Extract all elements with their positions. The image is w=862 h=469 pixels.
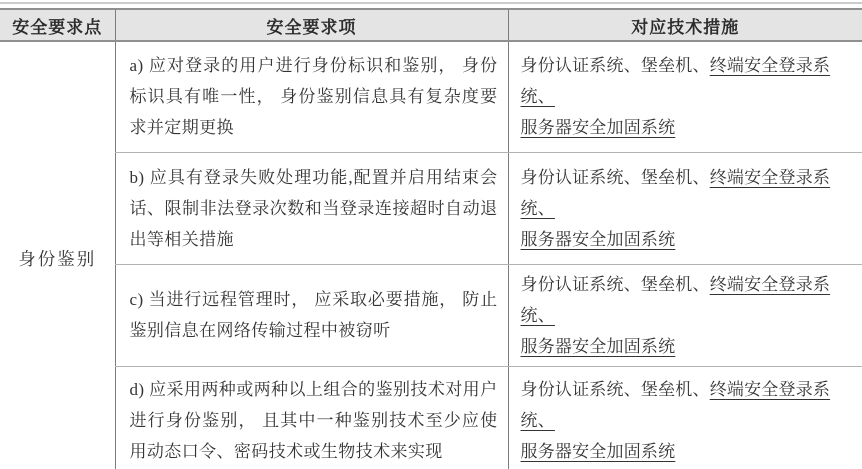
column-header-technical-measures: 对应技术措施 [508,9,862,41]
table-row-d [0,366,862,469]
table-row-c [0,264,862,366]
measures-cell-b [508,152,862,264]
measures-underlined-text: 终端安全登录系统、 [520,379,831,430]
table-row-a [0,41,862,152]
requirement-point-cell: 身份鉴别 [0,41,115,469]
column-header-requirement-item: 安全要求项 [115,9,508,41]
table-header-row [0,9,862,41]
measures-cell-c [508,264,862,366]
measures-underlined-text: 服务器安全加固系统 [520,118,676,138]
table-row-b [0,152,862,264]
measures-plain-text: 身份认证系统、堡垒机、 [520,379,710,399]
measures-plain-text: 身份认证系统、堡垒机、 [520,167,710,187]
measures-underlined-text: 服务器安全加固系统 [520,441,676,461]
column-header-requirement-point: 安全要求点 [0,9,115,41]
requirement-cell-c: c) 当进行远程管理时， 应采取必要措施， 防止鉴别信息在网络传输过程中被窃听 [115,264,508,366]
requirement-cell-d: d) 应采用两种或两种以上组合的鉴别技术对用户进行身份鉴别， 且其中一种鉴别技术至少应使用动态口令、密码技术或生物技术来实现 [115,366,508,469]
top-rule-divider [0,2,862,4]
measures-underlined-text: 服务器安全加固系统 [520,336,676,356]
measures-underlined-text: 终端安全登录系统、 [520,167,831,218]
measures-underlined-text: 终端安全登录系统、 [520,274,831,325]
requirement-cell-a: a) 应对登录的用户进行身份标识和鉴别， 身份标识具有唯一性， 身份鉴别信息具有复杂度要求并定期更换 [115,41,508,152]
requirement-cell-b: b) 应具有登录失败处理功能,配置并启用结束会话、限制非法登录次数和当登录连接超时自动退出等相关措施 [115,152,508,264]
measures-plain-text: 身份认证系统、堡垒机、 [520,56,710,76]
measures-cell-d [508,366,862,469]
measures-plain-text: 身份认证系统、堡垒机、 [520,274,710,294]
measures-underlined-text: 服务器安全加固系统 [520,229,676,249]
security-requirements-table [0,8,862,469]
measures-cell-a [508,41,862,152]
measures-underlined-text: 终端安全登录系统、 [520,56,831,107]
